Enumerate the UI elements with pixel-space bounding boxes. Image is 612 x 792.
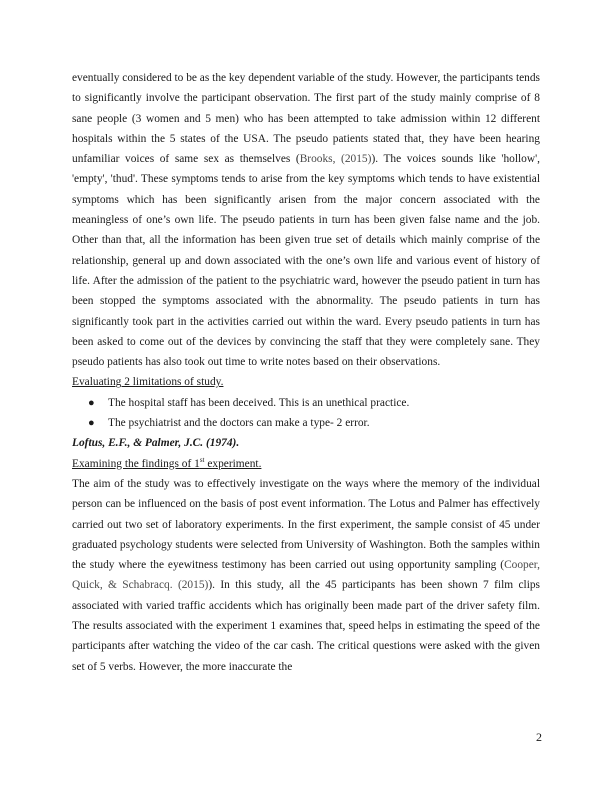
bullet-icon: ● bbox=[88, 396, 95, 409]
ordinal-superscript: st bbox=[199, 455, 205, 464]
bullet-icon: ● bbox=[88, 417, 95, 430]
list-item-text: The psychiatrist and the doctors can make a type- 2 error. bbox=[108, 417, 370, 430]
limitations-list bbox=[72, 393, 540, 434]
paragraph-text: The aim of the study was to effectively investigate on the ways where the memory of the individual person can be influenced on the basis of post event information. The Lotus and Palmer has effectively carried out two set of laboratory experiments. In the first experiment, the sample consist of 45 under graduated psychology students were selected from University of Washington. Both the samples within the study where the eyewitness testimony has been carried out using opportunity sampling ( bbox=[72, 477, 540, 572]
paragraph-study-procedure bbox=[72, 68, 540, 372]
citation-cooper: Cooper, Quick, & Schabracq. (2015) bbox=[72, 559, 540, 592]
page-number: 2 bbox=[536, 730, 542, 744]
reference-title: Loftus, E.F., & Palmer, J.C. (1974). bbox=[72, 437, 240, 450]
findings-heading-text-end: experiment. bbox=[204, 457, 262, 470]
list-item bbox=[72, 393, 540, 413]
citation-brooks: Brooks, (2015) bbox=[299, 153, 372, 166]
findings-heading bbox=[72, 454, 540, 474]
list-item bbox=[72, 413, 540, 433]
limitations-heading: Evaluating 2 limitations of study. bbox=[72, 376, 224, 389]
paragraph-text: ). In this study, all the 45 participants has been shown 7 film clips associated with varied traffic accidents which has originally been made part of the driver safety film. The results associated with the experiment 1 examines that, speed helps in estimating the speed of the participants after watching the video of the car cash. The critical questions were asked with the given set of 5 verbs. However, the more inaccurate the bbox=[72, 579, 540, 673]
paragraph-experiment bbox=[72, 474, 540, 677]
list-item-text: The hospital staff has been deceived. This is an unethical practice. bbox=[108, 396, 410, 409]
paragraph-text: ). The voices sounds like 'hollow', 'empty', 'thud'. These symptoms tends to arise from the key symptoms which tends to have existential symptoms which has been significantly arisen from the major concern associated with the meaningless of one’s own life. The pseudo patients in turn has been given false name and the job. Other than that, all the information has been given true set of details which mainly comprise of the relationship, general up and down associated with the one’s own life and various event of history of life. After the admission of the patient to the psychiatric ward, however the pseudo patient in turn has been stopped the symptoms associated with the abnormality. The pseudo patients in turn has significantly took part in the activities carried out within the ward. Every pseudo patients in turn has been asked to come out of the devices by convincing the staff that they were completely sane. They pseudo patients has also took out time to write notes based on their observations. bbox=[72, 153, 540, 369]
findings-heading-text: Examining the findings of 1 bbox=[72, 457, 200, 470]
body-text bbox=[72, 68, 540, 677]
paragraph-text: eventually considered to be as the key dependent variable of the study. However, the participants tends to significantly involve the participant observation. The first part of the study mainly comprise of 8 sane people (3 women and 5 men) who has been attempted to take admission within 12 different hospitals within the 5 states of the USA. The pseudo patients stated that, they have been hearing unfamiliar voices of same sex as themselves ( bbox=[72, 72, 540, 166]
